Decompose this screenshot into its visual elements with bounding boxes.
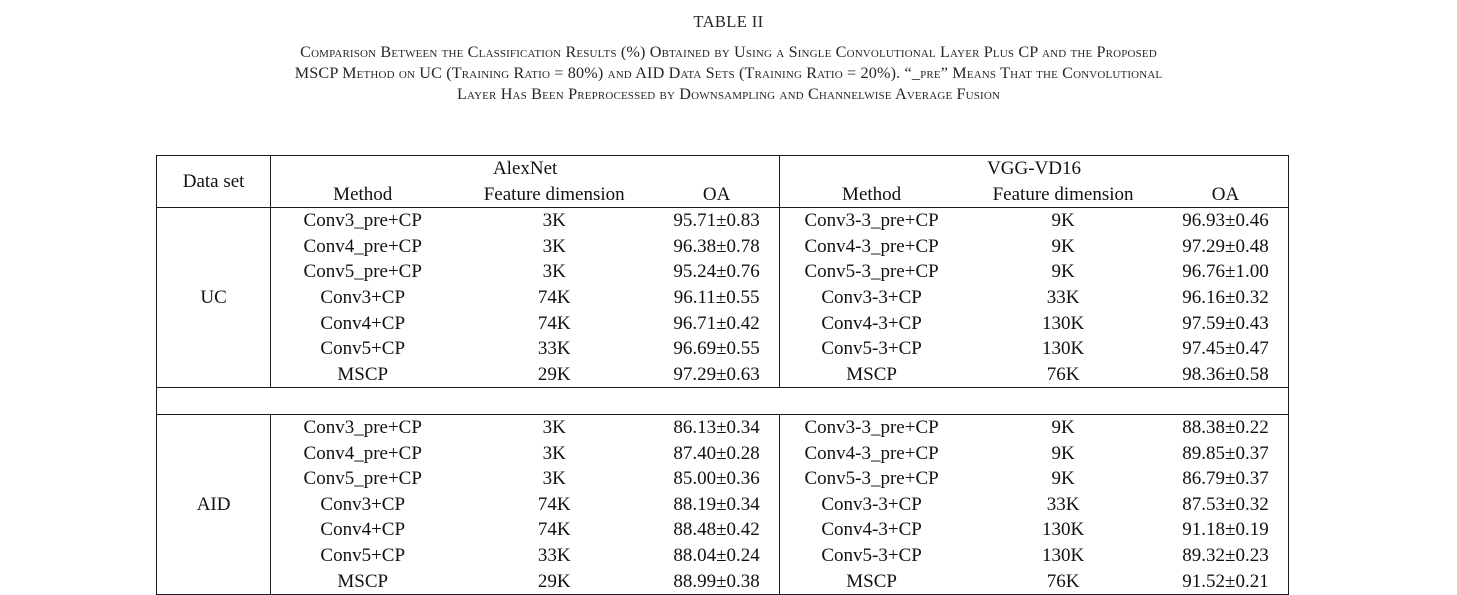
cell-oa-alexnet: 96.71±0.42 xyxy=(673,312,760,334)
cell-method-vgg: MSCP xyxy=(780,569,964,595)
cell-oa-alexnet: 96.69±0.55 xyxy=(673,338,760,360)
cell-method-vgg: Conv4-3+CP xyxy=(780,311,964,337)
cell-method-vgg: Conv3-3+CP xyxy=(780,492,964,518)
cell-oa-alexnet: 95.71±0.83 xyxy=(673,210,760,232)
table-row xyxy=(157,414,1289,440)
cell-oa-vgg: 91.18±0.19 xyxy=(1163,517,1289,543)
cell-method-alexnet: Conv4_pre+CP xyxy=(271,234,455,260)
cell-method-vgg: Conv3-3_pre+CP xyxy=(780,414,964,440)
cell-oa-vgg: 89.85±0.37 xyxy=(1163,441,1289,467)
cell-oa-alexnet: 88.48±0.42 xyxy=(673,519,760,541)
cell-method-alexnet: Conv3+CP xyxy=(271,492,455,518)
cell-method-alexnet: Conv4_pre+CP xyxy=(271,441,455,467)
table-row xyxy=(157,362,1289,388)
header-cell-dataset: Data set xyxy=(157,156,271,208)
cell-featdim-vgg: 9K xyxy=(1051,468,1075,490)
cell-method-alexnet: MSCP xyxy=(271,569,455,595)
cell-oa-vgg: 97.59±0.43 xyxy=(1163,311,1289,337)
cell-method-vgg: Conv5-3_pre+CP xyxy=(780,259,964,285)
cell-method-alexnet: Conv5_pre+CP xyxy=(271,259,455,285)
cell-featdim-alexnet: 74K xyxy=(537,312,571,334)
table-page xyxy=(0,12,1457,592)
cell-oa-vgg: 87.53±0.32 xyxy=(1163,492,1289,518)
cell-featdim-alexnet: 74K xyxy=(537,493,571,515)
table-row xyxy=(157,311,1289,337)
cell-featdim-vgg: 9K xyxy=(1051,416,1075,438)
table-row xyxy=(157,543,1289,569)
cell-method-alexnet: Conv5+CP xyxy=(271,543,455,569)
header-cell-featdim-vgg: Feature dimension xyxy=(963,182,1163,208)
cell-oa-alexnet: 88.04±0.24 xyxy=(673,544,760,566)
cell-oa-alexnet: 97.29±0.63 xyxy=(673,363,760,385)
cell-method-vgg: Conv5-3_pre+CP xyxy=(780,466,964,492)
cell-oa-alexnet: 88.99±0.38 xyxy=(654,569,779,595)
cell-oa-vgg: 86.79±0.37 xyxy=(1163,466,1289,492)
cell-featdim-alexnet: 3K xyxy=(542,235,566,257)
cell-oa-vgg: 98.36±0.58 xyxy=(1163,362,1289,388)
cell-oa-alexnet: 96.11±0.55 xyxy=(673,286,760,308)
cell-featdim-vgg: 76K xyxy=(963,569,1163,595)
dataset-label-aid: AID xyxy=(157,414,271,594)
cell-featdim-vgg: 130K xyxy=(1041,544,1085,566)
header-cell-method-alexnet: Method xyxy=(271,182,455,208)
cell-method-vgg: Conv5-3+CP xyxy=(780,543,964,569)
section-separator-cell xyxy=(157,388,1164,415)
header-cell-method-vgg: Method xyxy=(780,182,964,208)
table-row xyxy=(157,517,1289,543)
cell-oa-vgg: 97.45±0.47 xyxy=(1163,336,1289,362)
caption-line-3: Layer Has Been Preprocessed by Downsampling and Channelwise Average Fusion xyxy=(456,84,1001,103)
cell-oa-vgg: 89.32±0.23 xyxy=(1163,543,1289,569)
cell-method-alexnet: MSCP xyxy=(271,362,455,388)
cell-method-alexnet: Conv3_pre+CP xyxy=(271,208,455,234)
cell-featdim-vgg: 130K xyxy=(1041,338,1085,360)
table-caption xyxy=(24,42,1434,105)
cell-oa-alexnet: 86.13±0.34 xyxy=(673,416,760,438)
table-group-header-row xyxy=(157,156,1289,182)
cell-method-vgg: Conv3-3+CP xyxy=(780,285,964,311)
header-cell-featdim-alexnet: Feature dimension xyxy=(454,182,654,208)
table-row xyxy=(157,336,1289,362)
table-number: TABLE II xyxy=(693,12,764,31)
cell-featdim-alexnet: 33K xyxy=(537,544,571,566)
cell-featdim-vgg: 9K xyxy=(1051,210,1075,232)
cell-method-vgg: MSCP xyxy=(780,362,964,388)
cell-featdim-alexnet: 3K xyxy=(542,210,566,232)
table-row xyxy=(157,259,1289,285)
cell-oa-vgg: 96.76±1.00 xyxy=(1163,259,1289,285)
cell-featdim-vgg: 9K xyxy=(1051,261,1075,283)
cell-method-alexnet: Conv5_pre+CP xyxy=(271,466,455,492)
cell-featdim-alexnet: 3K xyxy=(542,261,566,283)
section-separator-cell xyxy=(1163,388,1289,415)
cell-featdim-vgg: 33K xyxy=(1046,286,1080,308)
cell-featdim-alexnet: 3K xyxy=(542,442,566,464)
section-separator xyxy=(157,388,1289,415)
cell-featdim-alexnet: 33K xyxy=(537,338,571,360)
cell-method-vgg: Conv4-3_pre+CP xyxy=(780,234,964,260)
cell-featdim-vgg: 33K xyxy=(1046,493,1080,515)
cell-featdim-alexnet: 3K xyxy=(542,468,566,490)
cell-oa-vgg: 96.16±0.32 xyxy=(1163,285,1289,311)
caption-line-1: Comparison Between the Classification Results (%) Obtained by Using a Single Convolutional Layer Plus CP and the Proposed xyxy=(300,42,1157,61)
cell-featdim-alexnet: 74K xyxy=(537,519,571,541)
header-cell-vgg: VGG-VD16 xyxy=(780,156,1289,182)
table-row xyxy=(157,466,1289,492)
table-row xyxy=(157,234,1289,260)
results-table xyxy=(156,155,1289,595)
cell-method-vgg: Conv4-3_pre+CP xyxy=(780,441,964,467)
table-body xyxy=(157,156,1289,595)
cell-oa-vgg: 96.93±0.46 xyxy=(1163,208,1289,234)
cell-oa-alexnet: 95.24±0.76 xyxy=(673,261,760,283)
cell-oa-vgg: 97.29±0.48 xyxy=(1163,234,1289,260)
cell-oa-alexnet: 88.19±0.34 xyxy=(673,493,760,515)
cell-method-vgg: Conv3-3_pre+CP xyxy=(780,208,964,234)
cell-oa-alexnet: 87.40±0.28 xyxy=(673,442,760,464)
cell-oa-alexnet: 96.38±0.78 xyxy=(673,235,760,257)
cell-featdim-vgg: 130K xyxy=(1041,312,1085,334)
cell-featdim-vgg: 9K xyxy=(1051,442,1075,464)
table-row xyxy=(157,285,1289,311)
cell-featdim-vgg: 130K xyxy=(1041,519,1085,541)
cell-oa-vgg: 88.38±0.22 xyxy=(1163,414,1289,440)
cell-featdim-alexnet: 3K xyxy=(542,416,566,438)
table-row xyxy=(157,208,1289,234)
header-cell-alexnet: AlexNet xyxy=(271,156,780,182)
cell-method-alexnet: Conv4+CP xyxy=(271,311,455,337)
cell-method-vgg: Conv4-3+CP xyxy=(780,517,964,543)
cell-method-alexnet: Conv4+CP xyxy=(271,517,455,543)
cell-oa-alexnet: 85.00±0.36 xyxy=(673,468,760,490)
cell-featdim-alexnet: 74K xyxy=(537,286,571,308)
dataset-label-uc: UC xyxy=(157,208,271,388)
table-row xyxy=(157,569,1289,595)
cell-oa-vgg: 91.52±0.21 xyxy=(1163,569,1289,595)
cell-method-alexnet: Conv5+CP xyxy=(271,336,455,362)
cell-featdim-alexnet: 29K xyxy=(454,569,654,595)
cell-method-vgg: Conv5-3+CP xyxy=(780,336,964,362)
cell-method-alexnet: Conv3_pre+CP xyxy=(271,414,455,440)
cell-featdim-alexnet: 29K xyxy=(537,363,571,385)
header-cell-oa-alexnet: OA xyxy=(654,182,779,208)
cell-featdim-vgg: 9K xyxy=(1051,235,1075,257)
header-cell-oa-vgg: OA xyxy=(1163,182,1289,208)
cell-featdim-vgg: 76K xyxy=(1046,363,1080,385)
table-column-header-row xyxy=(157,182,1289,208)
caption-line-2: MSCP Method on UC (Training Ratio = 80%) and AID Data Sets (Training Ratio = 20%). “_pre” Means That the Convolutional xyxy=(294,63,1163,82)
table-container xyxy=(156,155,1289,595)
table-row xyxy=(157,492,1289,518)
table-row xyxy=(157,441,1289,467)
cell-method-alexnet: Conv3+CP xyxy=(271,285,455,311)
